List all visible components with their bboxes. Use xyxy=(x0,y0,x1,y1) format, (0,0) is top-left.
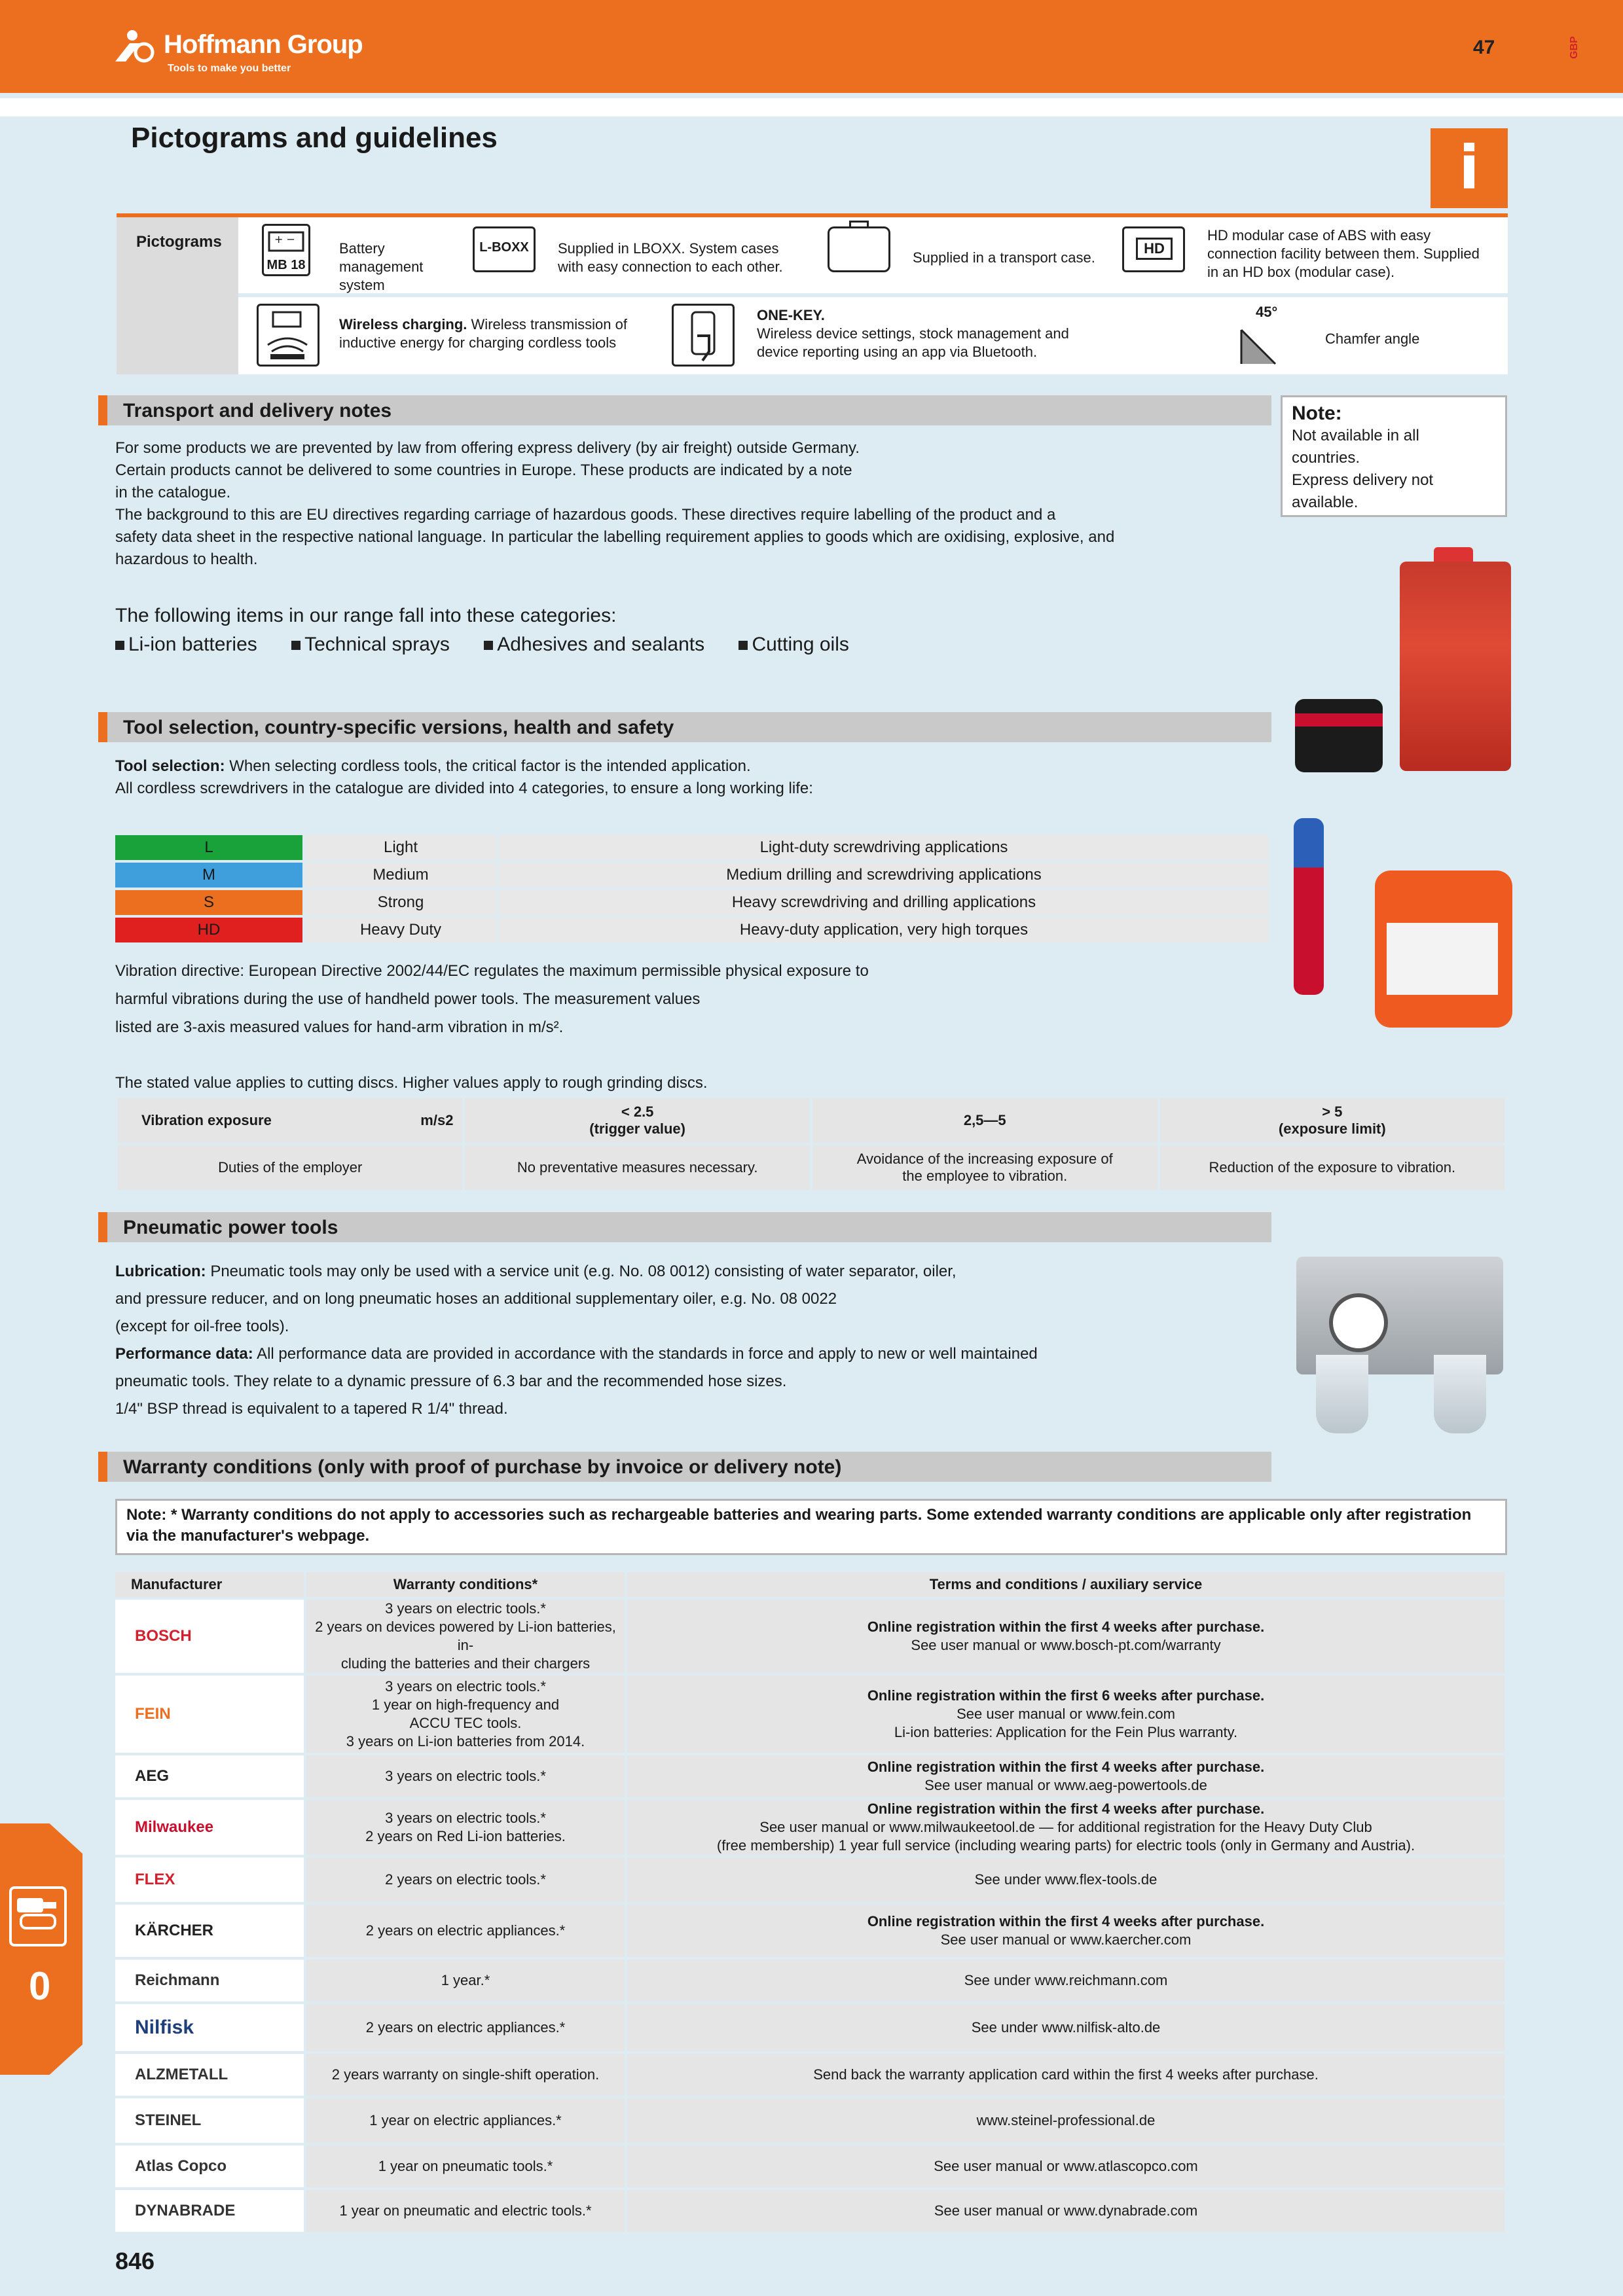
warranty-conditions: 1 year on pneumatic tools.* xyxy=(306,2145,627,2187)
heading-marker xyxy=(98,395,107,425)
category-item: Adhesives and sealants xyxy=(484,634,719,655)
tool-category-table xyxy=(115,833,1271,945)
power-tool-icon xyxy=(9,1886,67,1946)
bullet-square-icon xyxy=(291,641,301,650)
col-header-warranty: Warranty conditions* xyxy=(306,1572,627,1597)
hd-case-icon xyxy=(1122,226,1185,272)
vibration-line: harmful vibrations during the use of handheld power tools. The measurement values xyxy=(115,990,701,1008)
warranty-conditions: 1 year on pneumatic and electric tools.* xyxy=(306,2190,627,2232)
brand-tagline: Tools to make you better xyxy=(168,63,291,74)
warranty-conditions: 2 years warranty on single-shift operation. xyxy=(306,2054,627,2096)
transport-case-icon xyxy=(828,226,890,272)
pictogram-label: Pictograms xyxy=(136,233,222,251)
manufacturer-logo: Nilfisk xyxy=(115,2004,306,2051)
transport-heading: Transport and delivery notes xyxy=(123,400,392,422)
warranty-table xyxy=(115,1570,1507,2234)
pictogram-one-key-text xyxy=(757,306,1084,361)
pictogram-hd-case-text: HD modular case of ABS with easy connection facility between them. Supplied in an HD box (modular case). xyxy=(1207,227,1480,280)
category-code: L xyxy=(115,835,305,860)
manufacturer-logo: Milwaukee xyxy=(115,1800,306,1855)
top-page-number: 47 xyxy=(1473,37,1495,58)
warranty-terms: Online registration within the first 4 weeks after purchase. See user manual or www.aeg-powertools.de xyxy=(627,1755,1507,1797)
warranty-conditions: 2 years on electric appliances.* xyxy=(306,2004,627,2051)
warranty-row xyxy=(115,2145,1507,2187)
vibration-label-cell xyxy=(118,1098,462,1143)
category-item: Cutting oils xyxy=(739,634,863,655)
warranty-row xyxy=(115,2004,1507,2051)
tool-selection-heading-bar xyxy=(98,712,1271,742)
heading-marker xyxy=(98,1452,107,1482)
pneumatic-paragraph xyxy=(115,1258,1038,1423)
chamfer-angle-icon xyxy=(1236,304,1299,367)
tool-selection-intro2: All cordless screwdrivers in the catalogue are divided into 4 categories, to ensure a long working life: xyxy=(115,780,813,797)
wireless-charging-icon xyxy=(257,304,319,367)
manufacturer-logo: FLEX xyxy=(115,1857,306,1902)
vibration-line: listed are 3-axis measured values for hand-arm vibration in m/s². xyxy=(115,1018,564,1036)
tool-category-row xyxy=(115,863,1271,888)
note-line: available. xyxy=(1292,493,1359,511)
warranty-row xyxy=(115,2190,1507,2232)
vibration-label: Vibration exposure xyxy=(141,1112,272,1128)
chamfer-badge: 45° xyxy=(1256,304,1278,320)
vibration-col-header: > 5 (exposure limit) xyxy=(1160,1098,1504,1143)
hd-badge: HD xyxy=(1136,238,1173,260)
warranty-conditions: 3 years on electric tools.* 2 years on devices powered by Li-ion batteries, in- cluding the batteries and their chargers xyxy=(306,1600,627,1673)
battery-pack-image xyxy=(1295,699,1383,772)
wireless-desc: Wireless transmission of inductive energy for charging cordless tools xyxy=(339,316,627,351)
transport-note-box xyxy=(1281,395,1507,517)
one-key-title: ONE-KEY. xyxy=(757,307,825,323)
transport-line: in the catalogue. xyxy=(115,484,231,501)
bullet-square-icon xyxy=(115,641,124,650)
vibration-line: Vibration directive: European Directive 2002/44/EC regulates the maximum permissible physical exposure to xyxy=(115,962,869,980)
manufacturer-logo: AEG xyxy=(115,1755,306,1797)
title-strip xyxy=(0,98,1623,117)
pictogram-label-cell xyxy=(117,217,238,374)
performance-line: pneumatic tools. They relate to a dynamic pressure of 6.3 bar and the recommended hose sizes. xyxy=(115,1372,787,1390)
note-title: Note: xyxy=(1292,403,1342,424)
category-desc: Medium drilling and screwdriving applications xyxy=(499,863,1271,888)
warranty-terms: Online registration within the first 4 weeks after purchase. See user manual or www.bosch-pt.com/warranty xyxy=(627,1600,1507,1673)
category-item: Technical sprays xyxy=(291,634,464,655)
thread-line: 1/4" BSP thread is equivalent to a tapered R 1/4" thread. xyxy=(115,1400,508,1418)
warranty-terms: Online registration within the first 6 weeks after purchase. See user manual or www.fein.com Li-ion batteries: Application for the Fein Plus warranty. xyxy=(627,1676,1507,1753)
warranty-terms: See user manual or www.dynabrade.com xyxy=(627,2190,1507,2232)
brand-name: Hoffmann Group xyxy=(164,30,363,59)
pneumatic-heading-bar xyxy=(98,1212,1271,1242)
warranty-terms: See under www.reichmann.com xyxy=(627,1960,1507,2001)
duty-cell: Reduction of the exposure to vibration. xyxy=(1160,1145,1504,1190)
warranty-note-box: Note: * Warranty conditions do not apply to accessories such as rechargeable batteries and wearing parts. Some extended warranty conditions are applicable only after registration via the manufacturer's webpage. xyxy=(115,1499,1507,1555)
manufacturer-logo: ALZMETALL xyxy=(115,2054,306,2096)
vibration-paragraph xyxy=(115,957,869,1041)
warranty-row xyxy=(115,2054,1507,2096)
warranty-row xyxy=(115,1600,1507,1673)
vibration-table xyxy=(115,1096,1507,1193)
warranty-heading: Warranty conditions (only with proof of purchase by invoice or delivery note) xyxy=(123,1456,842,1478)
warranty-row xyxy=(115,1905,1507,1957)
warranty-terms: Send back the warranty application card within the first 4 weeks after purchase. xyxy=(627,2054,1507,2096)
pictogram-transport-case-text: Supplied in a transport case. xyxy=(913,249,1095,266)
note-line: countries. xyxy=(1292,449,1360,467)
spray-can-image xyxy=(1400,562,1511,771)
vibration-col-header: 2,5—5 xyxy=(812,1098,1158,1143)
note-line: Express delivery not xyxy=(1292,471,1434,489)
manufacturer-logo: STEINEL xyxy=(115,2098,306,2143)
vibration-col-header: < 2.5 (trigger value) xyxy=(465,1098,809,1143)
pictogram-panel xyxy=(117,213,1508,374)
l-boxx-badge: L-BOXX xyxy=(479,240,529,255)
warranty-conditions: 3 years on electric tools.* 2 years on Red Li-ion batteries. xyxy=(306,1800,627,1855)
battery-mb18-icon xyxy=(262,224,310,276)
one-key-desc: Wireless device settings, stock management and device reporting using an app via Bluetooth. xyxy=(757,325,1069,360)
pictogram-battery-text: Battery management system xyxy=(339,240,424,293)
lubrication-line: Lubrication: Pneumatic tools may only be used with a service unit (e.g. No. 08 0012) consisting of water separator, oiler, xyxy=(115,1263,957,1280)
warranty-row xyxy=(115,1857,1507,1902)
vibration-unit: m/s2 xyxy=(420,1112,454,1128)
battery-stripe xyxy=(1295,713,1383,726)
lubrication-line: and pressure reducer, and on long pneumatic hoses an additional supplementary oiler, e.g. No. 08 0022 xyxy=(115,1290,837,1308)
category-item: Li-ion batteries xyxy=(115,634,272,655)
note-line: Not available in all xyxy=(1292,427,1419,444)
warranty-terms: www.steinel-professional.de xyxy=(627,2098,1507,2143)
manufacturer-logo: Reichmann xyxy=(115,1960,306,2001)
manufacturer-logo: DYNABRADE xyxy=(115,2190,306,2232)
tool-selection-paragraph xyxy=(115,755,813,800)
category-code: M xyxy=(115,863,305,888)
hoffmann-logo-icon xyxy=(115,29,156,63)
page-title: Pictograms and guidelines xyxy=(131,122,498,154)
manufacturer-logo: BOSCH xyxy=(115,1600,306,1673)
manufacturer-logo: Atlas Copco xyxy=(115,2145,306,2187)
lubrication-line: (except for oil-free tools). xyxy=(115,1318,289,1335)
warranty-heading-bar xyxy=(98,1452,1271,1482)
category-code: S xyxy=(115,890,305,915)
canister-label xyxy=(1387,923,1498,995)
pictogram-chamfer-text: Chamfer angle xyxy=(1325,331,1420,347)
bullet-square-icon xyxy=(739,641,748,650)
duties-label: Duties of the employer xyxy=(118,1145,462,1190)
filter-bowl xyxy=(1316,1355,1368,1433)
warranty-conditions: 1 year on electric appliances.* xyxy=(306,2098,627,2143)
l-boxx-icon xyxy=(473,226,536,272)
pictogram-wireless-text xyxy=(339,315,666,352)
transport-heading-bar xyxy=(98,395,1271,425)
warranty-terms: Online registration within the first 4 weeks after purchase. See user manual or www.milwaukeetool.de — for additional registration for the Heavy Duty Club (free membership) 1 year full service (including wearing parts) for electric tools (only in Germany and Austria). xyxy=(627,1800,1507,1855)
battery-badge: MB 18 xyxy=(266,258,306,272)
category-desc: Heavy screwdriving and drilling applications xyxy=(499,890,1271,915)
warranty-terms: See under www.flex-tools.de xyxy=(627,1857,1507,1902)
category-desc: Heavy-duty application, very high torques xyxy=(499,918,1271,942)
warranty-row xyxy=(115,1800,1507,1855)
wireless-title: Wireless charging. xyxy=(339,316,467,332)
categories-intro: The following items in our range fall into these categories: xyxy=(115,605,617,626)
oiler-bowl xyxy=(1434,1355,1486,1433)
one-key-icon xyxy=(672,304,735,367)
duty-cell: Avoidance of the increasing exposure of the employee to vibration. xyxy=(812,1145,1158,1190)
svg-text:+ −: + − xyxy=(274,233,295,245)
category-name: Strong xyxy=(305,890,499,915)
performance-line: Performance data: All performance data are provided in accordance with the standards in force and apply to new or well maintained xyxy=(115,1345,1038,1363)
warranty-conditions: 1 year.* xyxy=(306,1960,627,2001)
chapter-number: 0 xyxy=(29,1964,51,2008)
duty-cell: No preventative measures necessary. xyxy=(465,1145,809,1190)
warranty-conditions: 3 years on electric tools.* xyxy=(306,1755,627,1797)
locale-label: GBP xyxy=(1569,36,1580,59)
category-code: HD xyxy=(115,918,305,942)
transport-line: hazardous to health. xyxy=(115,550,258,568)
heading-marker xyxy=(98,712,107,742)
pictogram-l-boxx-text: Supplied in LBOXX. System cases with easy connection to each other. xyxy=(558,240,783,275)
transport-paragraph xyxy=(115,437,1114,571)
warranty-row xyxy=(115,1676,1507,1753)
category-name: Light xyxy=(305,835,499,860)
pneumatic-heading: Pneumatic power tools xyxy=(123,1217,338,1238)
bullet-square-icon xyxy=(484,641,493,650)
warranty-conditions: 2 years on electric tools.* xyxy=(306,1857,627,1902)
pressure-gauge xyxy=(1329,1293,1388,1352)
heading-marker xyxy=(98,1212,107,1242)
warranty-row xyxy=(115,1960,1507,2001)
warranty-conditions: 2 years on electric appliances.* xyxy=(306,1905,627,1957)
warranty-terms: See user manual or www.atlascopco.com xyxy=(627,2145,1507,2187)
category-name: Medium xyxy=(305,863,499,888)
tool-category-row xyxy=(115,835,1271,860)
warranty-conditions: 3 years on electric tools.* 1 year on high-frequency and ACCU TEC tools. 3 years on Li-ion batteries from 2014. xyxy=(306,1676,627,1753)
categories-list xyxy=(115,634,878,656)
tool-category-row xyxy=(115,890,1271,915)
category-name: Heavy Duty xyxy=(305,918,499,942)
col-header-manufacturer: Manufacturer xyxy=(115,1572,306,1597)
transport-line: The background to this are EU directives regarding carriage of hazardous goods. These directives require labelling of the product and a xyxy=(115,506,1056,524)
tool-category-row xyxy=(115,918,1271,942)
warranty-terms: See under www.nilfisk-alto.de xyxy=(627,2004,1507,2051)
brand-logo[interactable] xyxy=(115,24,443,82)
warranty-row xyxy=(115,2098,1507,2143)
tool-selection-heading: Tool selection, country-specific versions, health and safety xyxy=(123,717,674,738)
warranty-terms: Online registration within the first 4 weeks after purchase. See user manual or www.kaercher.com xyxy=(627,1905,1507,1957)
transport-line: For some products we are prevented by law from offering express delivery (by air freight) outside Germany. xyxy=(115,439,860,457)
cutting-disc-note: The stated value applies to cutting discs. Higher values apply to rough grinding discs. xyxy=(115,1074,708,1092)
category-desc: Light-duty screwdriving applications xyxy=(499,835,1271,860)
chapter-side-tab[interactable] xyxy=(0,1823,82,2075)
warranty-row xyxy=(115,1755,1507,1797)
info-icon: i xyxy=(1431,128,1508,208)
transport-line: Certain products cannot be delivered to some countries in Europe. These products are indicated by a note xyxy=(115,461,852,479)
manufacturer-logo: FEIN xyxy=(115,1676,306,1753)
adhesive-tube-image xyxy=(1294,818,1324,995)
manufacturer-logo: KÄRCHER xyxy=(115,1905,306,1957)
transport-line: safety data sheet in the respective national language. In particular the labelling requirement applies to goods which are oxidising, explosive, and xyxy=(115,528,1115,546)
bottom-page-number: 846 xyxy=(115,2248,155,2274)
tool-selection-intro: Tool selection: When selecting cordless tools, the critical factor is the intended application. xyxy=(115,757,751,775)
col-header-terms: Terms and conditions / auxiliary service xyxy=(627,1572,1507,1597)
